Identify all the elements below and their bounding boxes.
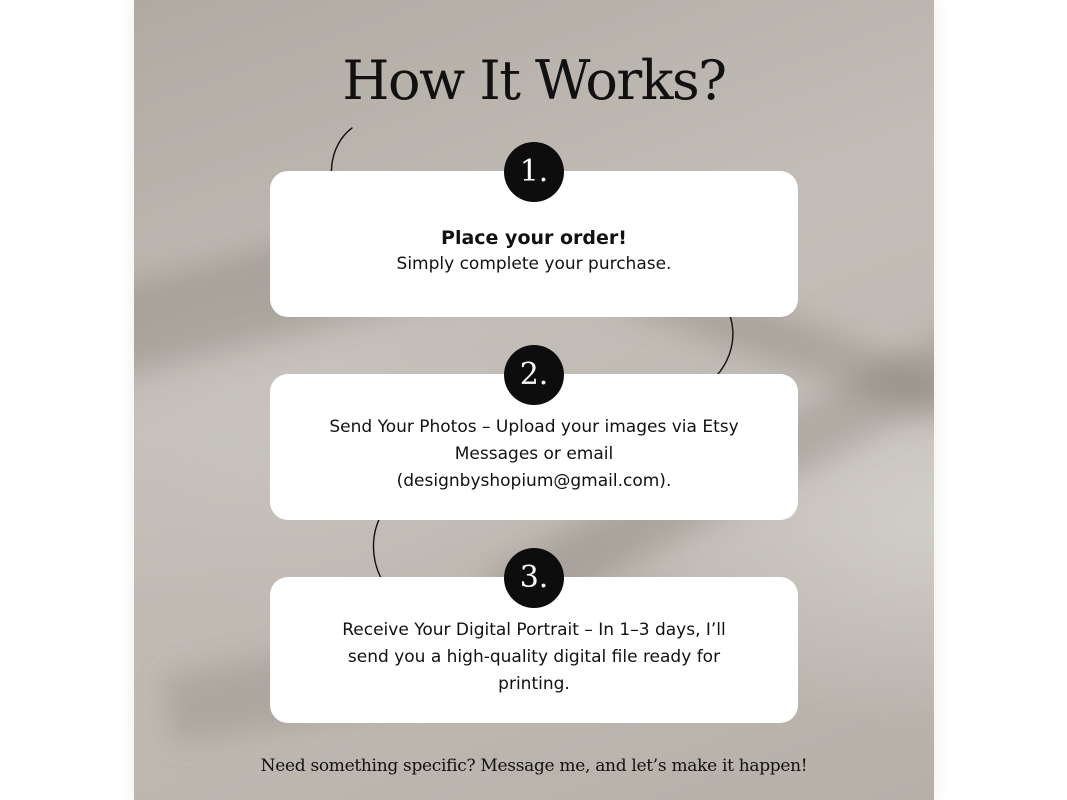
step-number-badge: 3. (504, 548, 564, 608)
step-text-line: Messages or email (454, 443, 614, 464)
step-text-line: printing. (498, 673, 570, 694)
step-heading: Place your order! (441, 226, 627, 249)
step-email: (designbyshopium@gmail.com). (396, 470, 672, 491)
page-title: How It Works? (342, 49, 726, 112)
step-text-line: Send Your Photos – Upload your images via Etsy (329, 416, 739, 437)
step-text-line: send you a high-quality digital file ready for (347, 646, 721, 667)
step-text-line: Receive Your Digital Portrait – In 1–3 days, I’ll (342, 619, 726, 640)
step-number-badge: 2. (504, 345, 564, 405)
step-text: Simply complete your purchase. (396, 253, 672, 274)
step-number-badge: 1. (504, 142, 564, 202)
info-panel (134, 0, 934, 800)
footer-note: Need something specific? Message me, and let’s make it happen! (260, 756, 808, 776)
